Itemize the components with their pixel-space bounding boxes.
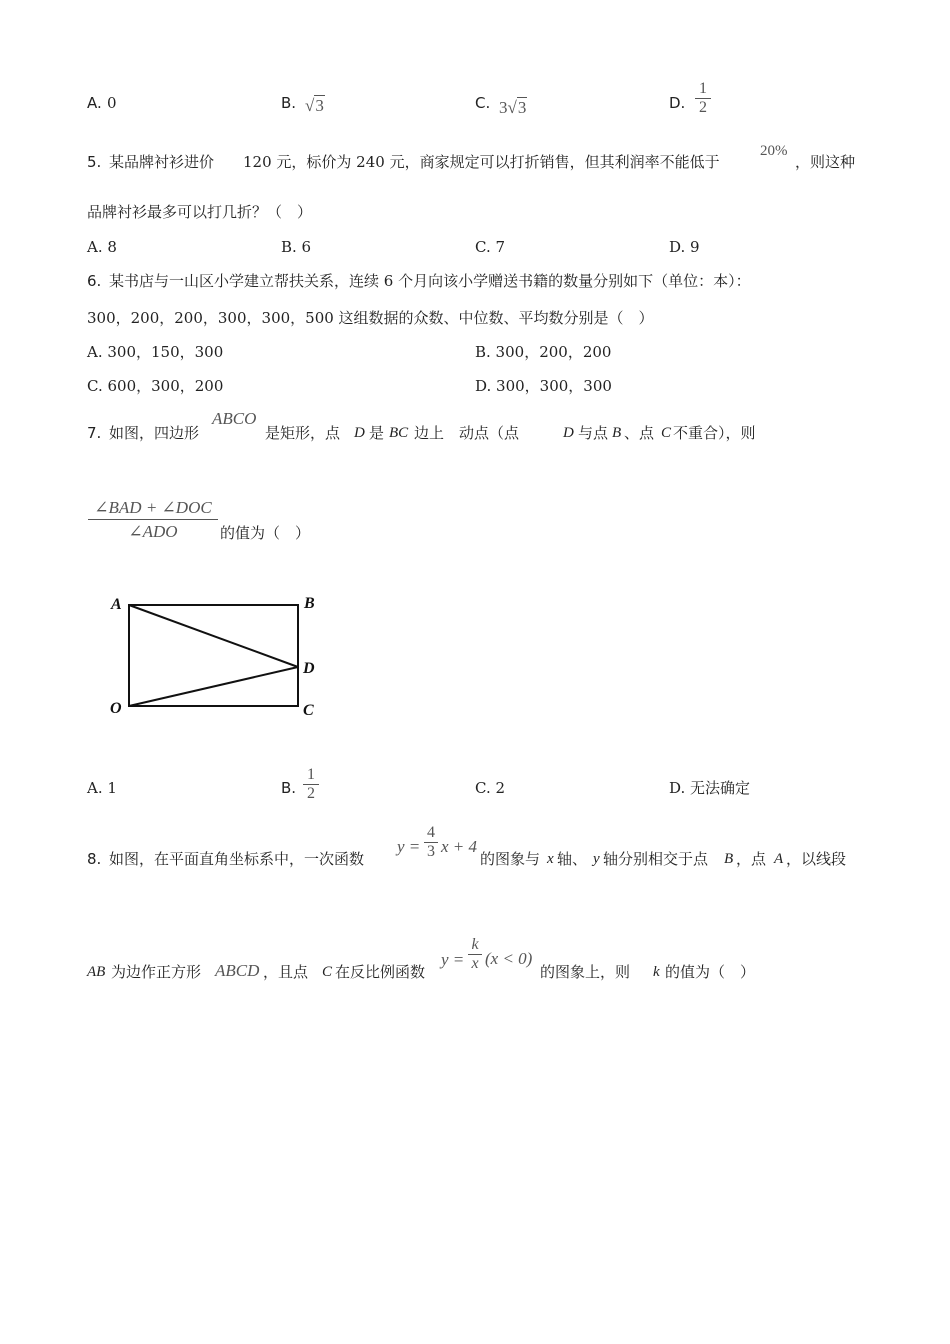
fraction-denominator: ∠ADO — [128, 522, 178, 541]
q7-point-d2: D — [563, 425, 574, 441]
q8-func2-fraction — [468, 936, 482, 973]
segment-od — [129, 667, 298, 706]
q6-option-c: C. 600，300，200 — [87, 377, 224, 395]
q8-text-a: 如图，在平面直角坐标系中，一次函数 — [109, 850, 365, 868]
q7-point-d: D — [354, 425, 365, 441]
q6-option-d: D. 300，300，300 — [475, 377, 612, 395]
fraction-denominator: 3 — [427, 843, 435, 860]
q4-option-b-sqrt: √3 — [305, 96, 324, 115]
q4-option-b-label: B. — [281, 94, 297, 112]
q8-segment-ab: AB — [87, 964, 106, 980]
q7-option-d: D. 无法确定 — [669, 779, 751, 797]
q7-shape: ABCO — [212, 409, 257, 428]
q7-option-a: A. 1 — [87, 779, 117, 797]
q4-option-c-expr: 3√3 — [499, 98, 527, 117]
q7-number: 7. — [87, 424, 102, 442]
q8-number: 8. — [87, 850, 102, 868]
q5-line2: 品牌衬衫最多可以打几折？（ ） — [87, 203, 313, 221]
fraction-numerator: 1 — [307, 766, 315, 783]
q8-text-h: ，且点 — [263, 963, 309, 981]
q4-option-a-value: 0 — [107, 94, 117, 112]
q8-text-f: ，以线段 — [786, 850, 847, 868]
q4-option-d-label: D. — [669, 94, 686, 112]
q8-text-d: 轴分别相交于点 — [603, 850, 709, 868]
q4-option-c-radicand: 3 — [517, 98, 527, 117]
figure-label-o: O — [110, 700, 122, 717]
q7-point-c: C — [661, 425, 672, 441]
q5-text-a: 某品牌衬衫进价 — [109, 153, 215, 171]
q5-number: 5. — [87, 153, 102, 171]
q5-text-c: ，则这种 — [795, 153, 856, 171]
fraction-numerator: k — [471, 936, 479, 953]
q8-text-b: 的图象与 — [480, 850, 541, 868]
fraction-denominator: x — [471, 955, 479, 972]
q8-point-a: A — [774, 851, 784, 867]
q7-text-h: 的值为（ ） — [220, 524, 311, 542]
q4-option-b-radicand: 3 — [315, 96, 324, 115]
q6-line2: 300，200，200，300，300，500 这组数据的众数、中位数、平均数分别是（ ） — [87, 309, 654, 327]
q5-option-d: D. 9 — [669, 238, 700, 256]
q4-option-d-fraction — [695, 80, 711, 117]
q7-text-b: 是矩形，点 — [265, 424, 341, 442]
q8-text-k: 的值为（ ） — [665, 963, 756, 981]
q8-square: ABCD — [215, 961, 260, 980]
q8-var-x: x — [547, 851, 554, 867]
q8-point-b: B — [724, 851, 734, 867]
q7-text-a: 如图，四边形 — [109, 424, 200, 442]
q5-option-c: C. 7 — [475, 238, 506, 256]
q8-text-g: 为边作正方形 — [111, 963, 202, 981]
q7-option-b-fraction — [303, 766, 319, 803]
q7-text-g: 不重合），则 — [673, 424, 756, 442]
q7-option-b-label: B. — [281, 779, 297, 797]
fraction-denominator: 2 — [307, 785, 315, 802]
q8-func2-lhs: y = — [441, 950, 465, 969]
q7-text-e: 与点 — [578, 424, 609, 442]
q7-rectangle-figure — [100, 588, 360, 723]
q4-option-c-coef: 3 — [499, 98, 508, 117]
figure-label-a: A — [111, 596, 122, 613]
q8-func2-condition: (x < 0) — [485, 949, 533, 968]
q8-point-c: C — [322, 964, 333, 980]
q5-option-a: A. 8 — [87, 238, 117, 256]
fraction-numerator: 4 — [427, 824, 435, 841]
q8-var-k: k — [653, 964, 660, 980]
fraction-numerator: 1 — [699, 80, 707, 97]
q7-text-d: 边上 动点（点 — [414, 424, 520, 442]
q7-text-f: 、点 — [624, 424, 655, 442]
rectangle-abco — [129, 605, 298, 706]
q4-option-a-label: A. — [87, 94, 102, 112]
q8-var-y: y — [593, 851, 600, 867]
fraction-denominator: 2 — [699, 99, 707, 116]
q7-fraction — [88, 497, 218, 544]
q6-line1: 某书店与一山区小学建立帮扶关系，连续 6 个月向该小学赠送书籍的数量分别如下（单位：本）： — [109, 272, 751, 290]
segment-ad — [129, 605, 298, 667]
q7-option-c: C. 2 — [475, 779, 506, 797]
q6-option-a: A. 300，150，300 — [87, 343, 224, 361]
q7-segment-bc: BC — [389, 425, 409, 441]
q8-text-c: 轴、 — [557, 850, 588, 868]
q5-text-b: 120 元，标价为 240 元，商家规定可以打折销售，但其利润率不能低于 — [243, 153, 720, 171]
q8-func1-lhs: y = — [397, 837, 421, 856]
q8-text-j: 的图象上，则 — [540, 963, 631, 981]
fraction-numerator: ∠BAD + ∠DOC — [94, 498, 212, 517]
q5-option-b: B. 6 — [281, 238, 312, 256]
q8-text-i: 在反比例函数 — [335, 963, 426, 981]
q6-option-b: B. 300，200，200 — [475, 343, 612, 361]
q6-number: 6. — [87, 272, 102, 290]
figure-label-b: B — [304, 595, 315, 612]
figure-label-c: C — [303, 702, 314, 719]
q7-text-c: 是 — [369, 424, 385, 442]
q5-percent: 20% — [760, 143, 788, 159]
q8-func1-fraction — [424, 824, 438, 861]
q8-func1-rhs: x + 4 — [441, 837, 478, 856]
q4-option-c-label: C. — [475, 94, 491, 112]
figure-label-d: D — [303, 660, 315, 677]
q8-text-e: ，点 — [736, 850, 767, 868]
q7-point-b: B — [612, 425, 622, 441]
